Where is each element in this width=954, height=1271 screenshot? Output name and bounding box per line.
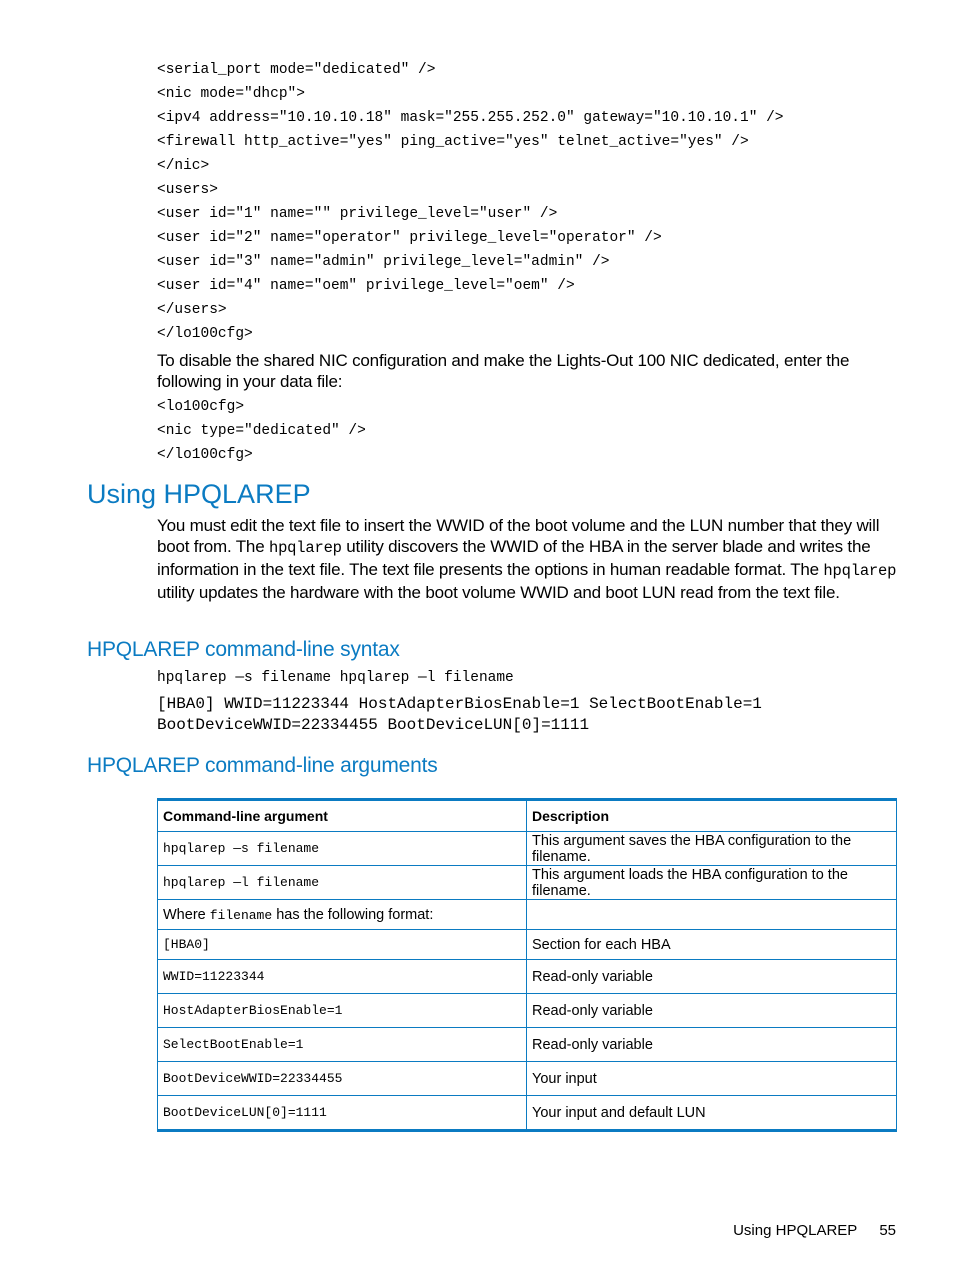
argument-cell: hpqlarep —s filename (158, 832, 527, 866)
table-row (158, 960, 897, 994)
description-cell (527, 900, 897, 930)
where-text: has the following format: (272, 906, 434, 923)
code-line: <nic mode="dhcp"> (157, 86, 305, 102)
arguments-heading: HPQLAREP command-line arguments (87, 754, 438, 777)
description-cell: This argument loads the HBA configuration to the filename. (527, 866, 897, 900)
code-line: </lo100cfg> (157, 447, 253, 463)
code-line: </lo100cfg> (157, 326, 253, 342)
code-line: <nic type="dedicated" /> (157, 423, 366, 439)
code-line: </nic> (157, 158, 210, 174)
argument-cell: SelectBootEnable=1 (158, 1028, 527, 1062)
paragraph-disable-shared-nic: To disable the shared NIC configuration and make the Lights-Out 100 NIC dedicated, enter the following in your data file: (157, 351, 850, 391)
argument-cell: WWID=11223344 (158, 960, 527, 994)
code-line: <user id="1" name="" privilege_level="user" /> (157, 206, 558, 222)
description-cell: Section for each HBA (527, 930, 897, 960)
arguments-table (157, 798, 897, 1132)
table-row (158, 900, 897, 930)
page-footer (733, 1221, 896, 1241)
table-row (158, 1096, 897, 1131)
code-line: <lo100cfg> (157, 399, 245, 415)
syntax-command: hpqlarep —s filename hpqlarep —l filename (157, 670, 514, 686)
column-header-description: Description (527, 800, 897, 832)
table-row (158, 866, 897, 900)
footer-section-title: Using HPQLAREP (733, 1222, 858, 1239)
argument-cell: hpqlarep —l filename (158, 866, 527, 900)
description-cell: Read-only variable (527, 960, 897, 994)
description-cell: Your input (527, 1062, 897, 1096)
description-cell: Your input and default LUN (527, 1096, 897, 1131)
argument-cell: BootDeviceLUN[0]=1111 (158, 1096, 527, 1131)
code-line: <firewall http_active="yes" ping_active="yes" telnet_active="yes" /> (157, 134, 749, 150)
page-number: 55 (879, 1222, 896, 1239)
intro-paragraph (157, 515, 902, 603)
syntax-format-line: BootDeviceWWID=22334455 BootDeviceLUN[0]=1111 (157, 716, 590, 734)
code-line: <user id="4" name="oem" privilege_level="oem" /> (157, 278, 575, 294)
description-cell: This argument saves the HBA configuration to the filename. (527, 832, 897, 866)
argument-cell: HostAdapterBiosEnable=1 (158, 994, 527, 1028)
argument-cell: BootDeviceWWID=22334455 (158, 1062, 527, 1096)
intro-text: You must edit the text file to insert the WWID of the boot volume and the LUN number that they will boot from. The (157, 516, 880, 556)
syntax-format-line: [HBA0] WWID=11223344 HostAdapterBiosEnable=1 SelectBootEnable=1 (157, 695, 762, 713)
table-row (158, 1062, 897, 1096)
where-text: Where (163, 906, 210, 923)
intro-text: utility discovers the WWID of the HBA in the server blade and writes the information in the text file. The text file presents the options in human readable format. The (157, 537, 871, 579)
description-cell: Read-only variable (527, 994, 897, 1028)
code-line: <serial_port mode="dedicated" /> (157, 62, 436, 78)
inline-code: hpqlarep (268, 539, 342, 557)
column-header-argument: Command-line argument (158, 800, 527, 832)
code-line: <user id="3" name="admin" privilege_level="admin" /> (157, 254, 610, 270)
code-line: <user id="2" name="operator" privilege_level="operator" /> (157, 230, 662, 246)
table-row (158, 1028, 897, 1062)
description-cell: Read-only variable (527, 1028, 897, 1062)
table-row (158, 832, 897, 866)
code-line: </users> (157, 302, 227, 318)
table-header-row (158, 800, 897, 832)
code-line: <users> (157, 182, 218, 198)
intro-text: utility updates the hardware with the boot volume WWID and boot LUN read from the text file. (157, 583, 840, 602)
section-title: Using HPQLAREP (87, 479, 311, 509)
table-row (158, 994, 897, 1028)
code-line: <ipv4 address="10.10.10.18" mask="255.255.252.0" gateway="10.10.10.1" /> (157, 110, 784, 126)
argument-cell (158, 900, 527, 930)
table-row (158, 930, 897, 960)
inline-code: hpqlarep (823, 562, 897, 580)
syntax-heading: HPQLAREP command-line syntax (87, 638, 400, 661)
inline-code: filename (209, 907, 273, 923)
argument-cell: [HBA0] (158, 930, 527, 960)
